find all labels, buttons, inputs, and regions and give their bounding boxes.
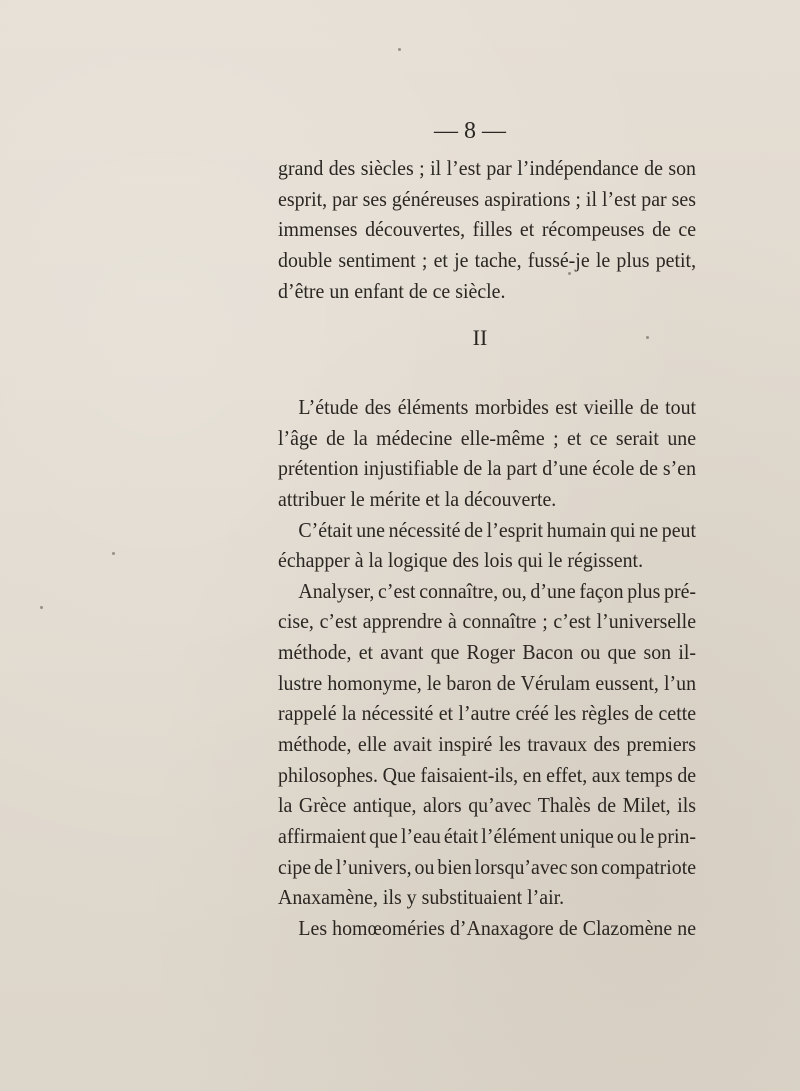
text-line: double sentiment ; et je tache, fussé-je le plus petit, bbox=[278, 247, 697, 272]
paper-speck bbox=[40, 606, 43, 609]
text-line: Les homœoméries d’Anaxagore de Clazomène ne bbox=[298, 915, 697, 940]
text-line: cise, c’est apprendre à connaître ; c’est l’universelle bbox=[278, 609, 697, 634]
text-line: rappelé la nécessité et l’autre créé les règles de cette bbox=[278, 701, 697, 726]
text-line: d’être un enfant de ce siècle. bbox=[278, 278, 506, 303]
text-line: grand des siècles ; il l’est par l’indépendance de son bbox=[278, 156, 696, 180]
text-line: méthode, et avant que Roger Bacon ou que son il- bbox=[278, 640, 696, 665]
text-line: méthode, elle avait inspiré les travaux des premiers bbox=[278, 732, 697, 757]
text-line: L’étude des éléments morbides est vieille de tout bbox=[298, 395, 697, 419]
text-line: philosophes. Que faisaient-ils, en effet, aux temps de bbox=[278, 762, 697, 787]
paper-speck bbox=[568, 272, 571, 275]
text-line: échapper à la logique des lois qui le régissent. bbox=[278, 548, 644, 573]
section-body bbox=[278, 392, 696, 944]
text-line: lustre homonyme, le baron de Vérulam eussent, l’un bbox=[278, 670, 697, 695]
paper-speck bbox=[112, 552, 115, 555]
text-line: immenses découvertes, filles et récompeuses de ce bbox=[278, 217, 697, 242]
text-line: C’était une nécessité de l’esprit humain qui ne peut bbox=[298, 517, 697, 542]
text-line: prétention injustifiable de la part d’une école de s’en bbox=[278, 456, 697, 481]
paper-speck bbox=[646, 336, 649, 339]
text-line: esprit, par ses généreuses aspirations ; il l’est par ses bbox=[278, 186, 696, 211]
text-line: l’âge de la médecine elle-même ; et ce serait une bbox=[278, 425, 697, 450]
text-line: affirmaient que l’eau était l’élément unique ou le prin- bbox=[278, 823, 697, 848]
section-heading: II bbox=[472, 325, 488, 350]
paragraph-continuation bbox=[278, 153, 696, 306]
text-line: attribuer le mérite et la découverte. bbox=[278, 486, 557, 511]
text-line: Analyser, c’est connaître, ou, d’une façon plus pré- bbox=[298, 578, 697, 603]
paper-speck bbox=[398, 48, 401, 51]
page-number: — 8 — bbox=[434, 118, 506, 144]
text-line: Anaxamène, ils y substituaient l’air. bbox=[278, 885, 565, 910]
text-line: cipe de l’univers, ou bien lorsqu’avec son compatriote bbox=[278, 854, 697, 879]
text-line: la Grèce antique, alors qu’avec Thalès de Milet, ils bbox=[278, 793, 697, 818]
